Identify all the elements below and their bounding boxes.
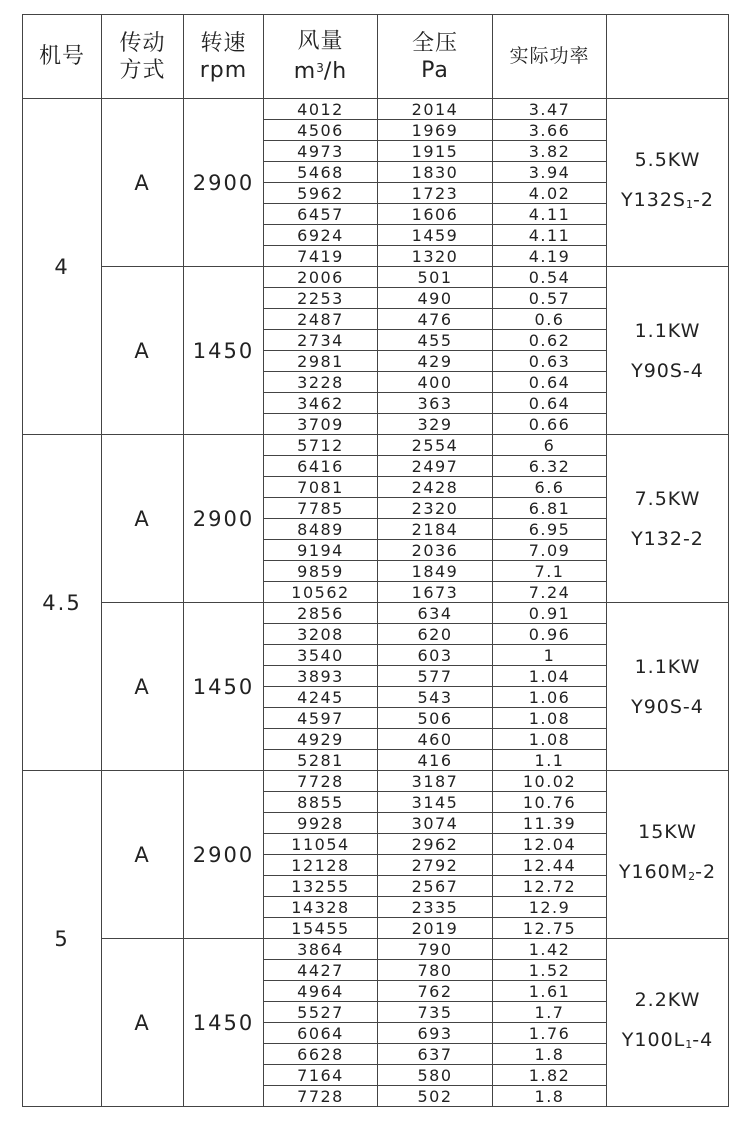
drive-mode: A (134, 170, 151, 195)
drive-mode: A (134, 674, 151, 699)
power-cell: 1.82 (493, 1065, 607, 1086)
pressure-cell: 400 (378, 372, 493, 393)
pressure-cell: 2792 (378, 855, 493, 876)
header-pressure-unit: Pa (421, 57, 449, 83)
flow-cell: 13255 (264, 876, 378, 897)
pressure-cell: 762 (378, 981, 493, 1002)
flow-cell: 15455 (264, 918, 378, 939)
power-cell: 1.61 (493, 981, 607, 1002)
table-row (23, 939, 729, 960)
header-motor (607, 15, 729, 99)
pressure-cell: 2019 (378, 918, 493, 939)
power-cell: 6.81 (493, 498, 607, 519)
pressure-cell: 790 (378, 939, 493, 960)
flow-cell: 3709 (264, 414, 378, 435)
flow-cell: 8489 (264, 519, 378, 540)
power-cell: 6.32 (493, 456, 607, 477)
power-cell: 0.6 (493, 309, 607, 330)
motor-type-subscript: 1 (685, 1038, 693, 1051)
pressure-cell: 476 (378, 309, 493, 330)
header-speed (184, 15, 264, 99)
flow-cell: 5962 (264, 183, 378, 204)
drive-cell (102, 939, 184, 1107)
flow-cell: 3540 (264, 645, 378, 666)
pressure-cell: 1969 (378, 120, 493, 141)
motor-type: $Y160M_2-2$ (618, 861, 717, 883)
header-flow-unit: $m^3/h$ (293, 59, 348, 84)
pressure-cell: 502 (378, 1086, 493, 1107)
flow-cell: 6457 (264, 204, 378, 225)
flow-cell: 4245 (264, 687, 378, 708)
pressure-cell: 1673 (378, 582, 493, 603)
power-cell: 1.8 (493, 1044, 607, 1065)
flow-cell: 7081 (264, 477, 378, 498)
power-cell: 10.02 (493, 771, 607, 792)
pressure-cell: 2036 (378, 540, 493, 561)
pressure-cell: 1830 (378, 162, 493, 183)
power-cell: 12.04 (493, 834, 607, 855)
header-pressure (378, 15, 493, 99)
pressure-cell: 780 (378, 960, 493, 981)
drive-cell (102, 771, 184, 939)
flow-cell: 7728 (264, 771, 378, 792)
flow-cell: 14328 (264, 897, 378, 918)
power-cell: 1 (493, 645, 607, 666)
motor-type: $Y100L_1-4$ (621, 1029, 714, 1051)
header-drive-line2: 方式 (119, 57, 166, 83)
flow-cell: 6924 (264, 225, 378, 246)
flow-cell: 3864 (264, 939, 378, 960)
power-cell: 1.08 (493, 729, 607, 750)
flow-cell: 4973 (264, 141, 378, 162)
header-drive (102, 15, 184, 99)
header-drive-line1: 传动 (119, 30, 166, 56)
pressure-cell: 1915 (378, 141, 493, 162)
power-cell: 6.6 (493, 477, 607, 498)
flow-cell: 2734 (264, 330, 378, 351)
table-row (23, 603, 729, 624)
motor-power: 1.1KW (634, 655, 701, 678)
header-power: 实际功率 (493, 15, 607, 99)
power-cell: 4.02 (493, 183, 607, 204)
power-cell: 6.95 (493, 519, 607, 540)
flow-cell: 2856 (264, 603, 378, 624)
pressure-cell: 2184 (378, 519, 493, 540)
power-cell: 4.11 (493, 225, 607, 246)
header-speed-unit: rpm (199, 57, 248, 83)
pressure-cell: 2014 (378, 99, 493, 120)
table-row (23, 435, 729, 456)
flow-cell: 4929 (264, 729, 378, 750)
motor-cell (607, 939, 729, 1107)
flow-cell: 7728 (264, 1086, 378, 1107)
flow-cell: 3208 (264, 624, 378, 645)
power-cell: 1.7 (493, 1002, 607, 1023)
pressure-cell: 501 (378, 267, 493, 288)
speed-value: 2900 (192, 842, 255, 867)
model-number: 5 (54, 926, 70, 951)
power-cell: 3.82 (493, 141, 607, 162)
pressure-cell: 634 (378, 603, 493, 624)
pressure-cell: 603 (378, 645, 493, 666)
model-cell (23, 99, 102, 435)
pressure-cell: 416 (378, 750, 493, 771)
header-pressure-line1: 全压 (411, 30, 458, 56)
power-cell: 0.64 (493, 393, 607, 414)
flow-cell: 2487 (264, 309, 378, 330)
pressure-cell: 429 (378, 351, 493, 372)
speed-value: 2900 (192, 170, 255, 195)
pressure-cell: 1320 (378, 246, 493, 267)
power-cell: 1.8 (493, 1086, 607, 1107)
pressure-cell: 1723 (378, 183, 493, 204)
pressure-cell: 329 (378, 414, 493, 435)
pressure-cell: 2497 (378, 456, 493, 477)
pressure-cell: 506 (378, 708, 493, 729)
power-cell: 0.96 (493, 624, 607, 645)
flow-cell: 4964 (264, 981, 378, 1002)
speed-cell (184, 603, 264, 771)
drive-mode: A (134, 842, 151, 867)
flow-cell: 11054 (264, 834, 378, 855)
speed-value: 1450 (192, 338, 255, 363)
motor-type: Y90S-4 (631, 359, 704, 382)
motor-power: 5.5KW (634, 149, 701, 171)
power-cell: 0.54 (493, 267, 607, 288)
flow-cell: 9194 (264, 540, 378, 561)
speed-cell (184, 99, 264, 267)
pressure-cell: 580 (378, 1065, 493, 1086)
flow-cell: 5712 (264, 435, 378, 456)
pressure-cell: 2554 (378, 435, 493, 456)
flow-cell: 5527 (264, 1002, 378, 1023)
power-cell: 12.72 (493, 876, 607, 897)
power-cell: 0.62 (493, 330, 607, 351)
speed-value: 2900 (192, 506, 255, 531)
power-cell: 0.64 (493, 372, 607, 393)
pressure-cell: 577 (378, 666, 493, 687)
pressure-cell: 2320 (378, 498, 493, 519)
flow-cell: 12128 (264, 855, 378, 876)
power-cell: 1.52 (493, 960, 607, 981)
model-cell (23, 435, 102, 771)
pressure-cell: 543 (378, 687, 493, 708)
pressure-cell: 3145 (378, 792, 493, 813)
flow-cell: 7785 (264, 498, 378, 519)
pressure-cell: 363 (378, 393, 493, 414)
pressure-cell: 1606 (378, 204, 493, 225)
power-cell: 1.06 (493, 687, 607, 708)
fan-performance-table (22, 14, 729, 1107)
motor-power: 1.1KW (634, 319, 701, 342)
power-cell: 11.39 (493, 813, 607, 834)
power-cell: 0.91 (493, 603, 607, 624)
motor-cell (607, 435, 729, 603)
speed-cell (184, 435, 264, 603)
motor-type-subscript: 2 (688, 870, 696, 883)
flow-cell: 4597 (264, 708, 378, 729)
power-cell: 1.08 (493, 708, 607, 729)
model-number: 4.5 (42, 590, 82, 615)
flow-cell: 7164 (264, 1065, 378, 1086)
power-cell: 6 (493, 435, 607, 456)
motor-power: 7.5KW (634, 487, 701, 510)
pressure-cell: 490 (378, 288, 493, 309)
power-cell: 12.75 (493, 918, 607, 939)
pressure-cell: 3187 (378, 771, 493, 792)
header-flow-line1: 风量 (297, 29, 344, 54)
flow-cell: 6416 (264, 456, 378, 477)
flow-cell: 2253 (264, 288, 378, 309)
power-cell: 4.11 (493, 204, 607, 225)
flow-cell: 3893 (264, 666, 378, 687)
flow-cell: 9928 (264, 813, 378, 834)
header-row (23, 15, 729, 99)
drive-cell (102, 435, 184, 603)
speed-cell (184, 267, 264, 435)
flow-cell: 4506 (264, 120, 378, 141)
flow-cell: 3462 (264, 393, 378, 414)
pressure-cell: 1849 (378, 561, 493, 582)
table-row (23, 267, 729, 288)
flow-cell: 8855 (264, 792, 378, 813)
motor-power: 2.2KW (634, 989, 701, 1011)
pressure-cell: 2428 (378, 477, 493, 498)
flow-cell: 2981 (264, 351, 378, 372)
motor-cell (607, 771, 729, 939)
power-cell: 0.63 (493, 351, 607, 372)
motor-type: Y90S-4 (631, 695, 704, 718)
table-row (23, 771, 729, 792)
pressure-cell: 620 (378, 624, 493, 645)
power-cell: 3.66 (493, 120, 607, 141)
drive-mode: A (134, 338, 151, 363)
pressure-cell: 2567 (378, 876, 493, 897)
power-cell: 3.94 (493, 162, 607, 183)
pressure-cell: 2335 (378, 897, 493, 918)
power-cell: 3.47 (493, 99, 607, 120)
drive-cell (102, 99, 184, 267)
motor-type: $Y132S_1-2$ (621, 189, 714, 211)
pressure-cell: 3074 (378, 813, 493, 834)
motor-power: 15KW (638, 821, 697, 843)
power-cell: 1.04 (493, 666, 607, 687)
header-model: 机号 (23, 15, 102, 99)
speed-value: 1450 (192, 1010, 255, 1035)
flow-cell: 5281 (264, 750, 378, 771)
power-cell: 10.76 (493, 792, 607, 813)
power-cell: 12.9 (493, 897, 607, 918)
motor-cell (607, 99, 729, 267)
model-cell (23, 771, 102, 1107)
motor-type: Y132-2 (631, 527, 704, 550)
power-cell: 1.76 (493, 1023, 607, 1044)
power-cell: 0.57 (493, 288, 607, 309)
pressure-cell: 455 (378, 330, 493, 351)
pressure-cell: 2962 (378, 834, 493, 855)
pressure-cell: 693 (378, 1023, 493, 1044)
pressure-cell: 1459 (378, 225, 493, 246)
flow-cell: 6628 (264, 1044, 378, 1065)
pressure-cell: 460 (378, 729, 493, 750)
drive-cell (102, 603, 184, 771)
table-row (23, 99, 729, 120)
power-cell: 4.19 (493, 246, 607, 267)
power-cell: 0.66 (493, 414, 607, 435)
power-cell: 7.1 (493, 561, 607, 582)
model-number: 4 (54, 254, 70, 279)
power-cell: 7.24 (493, 582, 607, 603)
flow-cell: 4427 (264, 960, 378, 981)
flow-cell: 3228 (264, 372, 378, 393)
drive-cell (102, 267, 184, 435)
speed-cell (184, 939, 264, 1107)
motor-cell (607, 603, 729, 771)
flow-cell: 10562 (264, 582, 378, 603)
speed-cell (184, 771, 264, 939)
flow-cell: 7419 (264, 246, 378, 267)
pressure-cell: 637 (378, 1044, 493, 1065)
pressure-cell: 735 (378, 1002, 493, 1023)
header-speed-line1: 转速 (200, 30, 247, 56)
power-cell: 12.44 (493, 855, 607, 876)
power-cell: 1.42 (493, 939, 607, 960)
flow-cell: 5468 (264, 162, 378, 183)
flow-cell: 2006 (264, 267, 378, 288)
drive-mode: A (134, 1010, 151, 1035)
flow-cell: 9859 (264, 561, 378, 582)
power-cell: 1.1 (493, 750, 607, 771)
header-flow (264, 15, 378, 99)
drive-mode: A (134, 506, 151, 531)
motor-type-subscript: 1 (685, 198, 693, 211)
speed-value: 1450 (192, 674, 255, 699)
motor-cell (607, 267, 729, 435)
flow-cell: 4012 (264, 99, 378, 120)
power-cell: 7.09 (493, 540, 607, 561)
flow-cell: 6064 (264, 1023, 378, 1044)
